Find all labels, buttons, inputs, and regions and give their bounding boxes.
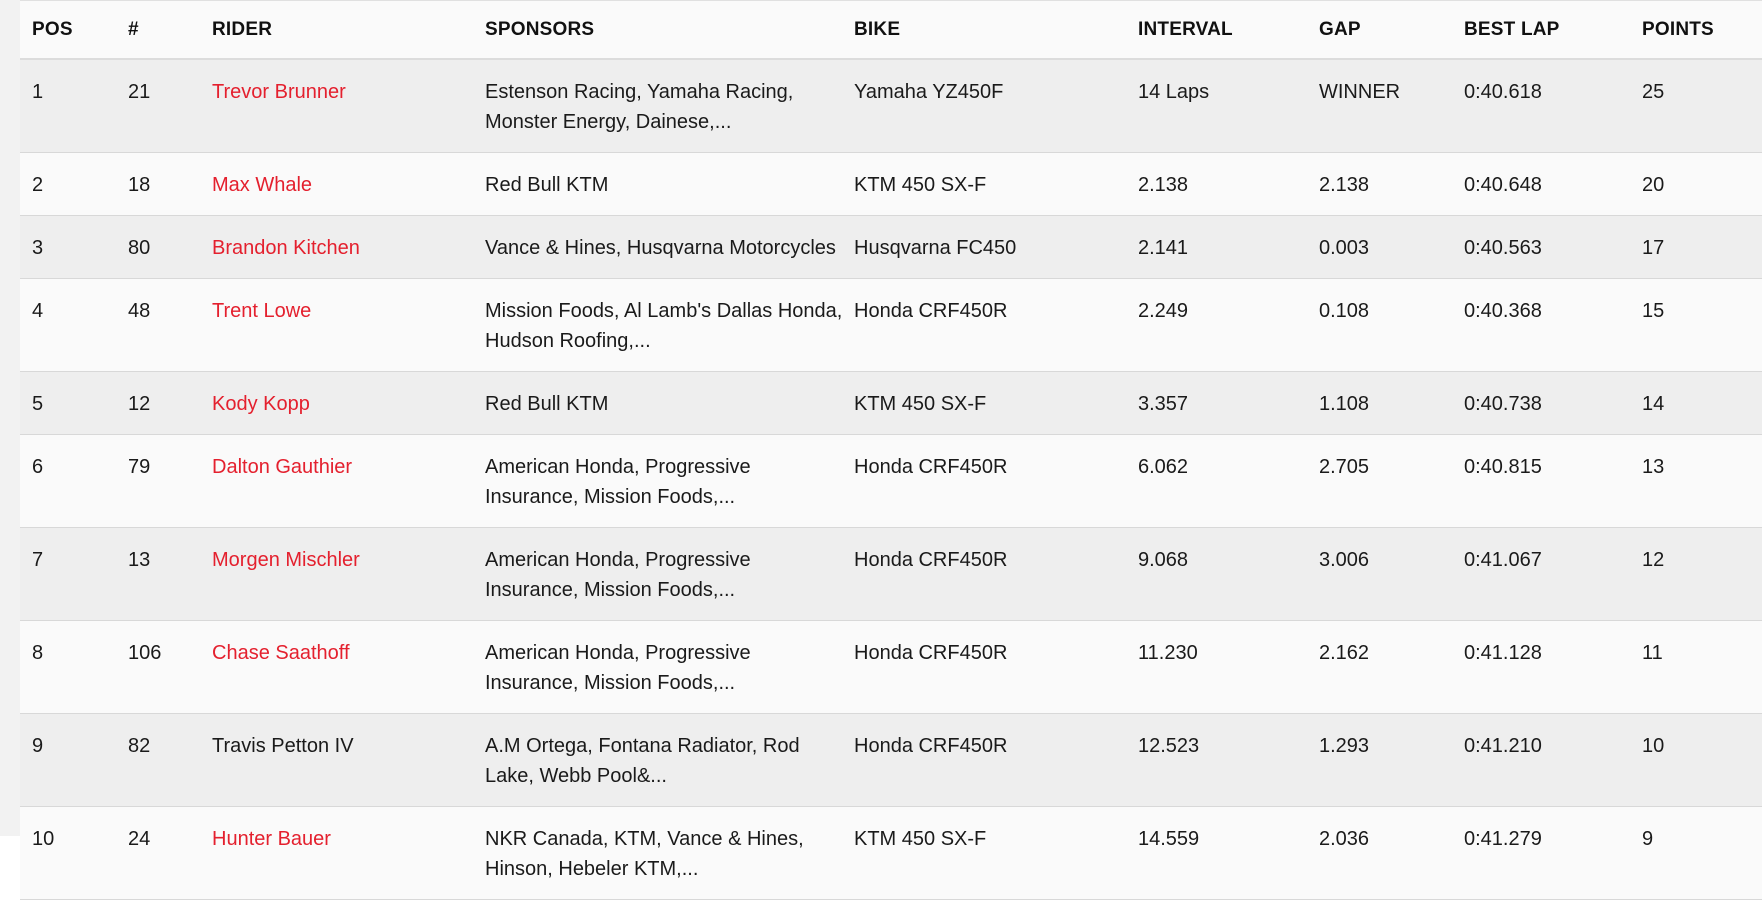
- cell-points: 17: [1630, 216, 1762, 279]
- rider-link[interactable]: Trevor Brunner: [212, 81, 346, 103]
- table-row: [20, 435, 1762, 528]
- cell-points: 15: [1630, 279, 1762, 372]
- rider-name: Travis Petton IV: [212, 735, 354, 757]
- cell-bike: Yamaha YZ450F: [842, 59, 1126, 153]
- cell-points: 25: [1630, 59, 1762, 153]
- cell-interval: 12.523: [1126, 714, 1307, 807]
- cell-sponsors: [473, 153, 842, 216]
- cell-number: 13: [116, 528, 200, 621]
- cell-sponsors: [473, 528, 842, 621]
- cell-best-lap: 0:41.210: [1452, 714, 1630, 807]
- header-rider[interactable]: RIDER: [200, 1, 473, 60]
- cell-pos: 7: [20, 528, 116, 621]
- table-row: [20, 59, 1762, 153]
- cell-pos: 9: [20, 714, 116, 807]
- table-row: [20, 153, 1762, 216]
- cell-bike: Honda CRF450R: [842, 435, 1126, 528]
- table-row: [20, 279, 1762, 372]
- cell-pos: 8: [20, 621, 116, 714]
- header-interval[interactable]: INTERVAL: [1126, 1, 1307, 60]
- cell-rider: [200, 807, 473, 900]
- cell-gap: 2.138: [1307, 153, 1452, 216]
- cell-number: 24: [116, 807, 200, 900]
- cell-bike: KTM 450 SX-F: [842, 807, 1126, 900]
- cell-sponsors: [473, 372, 842, 435]
- cell-best-lap: 0:40.815: [1452, 435, 1630, 528]
- cell-gap: 3.006: [1307, 528, 1452, 621]
- header-gap[interactable]: GAP: [1307, 1, 1452, 60]
- cell-points: 10: [1630, 714, 1762, 807]
- rider-link[interactable]: Max Whale: [212, 174, 313, 196]
- cell-sponsors: [473, 807, 842, 900]
- cell-number: 82: [116, 714, 200, 807]
- table-row: [20, 216, 1762, 279]
- cell-bike: KTM 450 SX-F: [842, 153, 1126, 216]
- cell-sponsors: [473, 435, 842, 528]
- table-row: [20, 807, 1762, 900]
- cell-gap: 0.003: [1307, 216, 1452, 279]
- cell-rider: [200, 714, 473, 807]
- sponsors-text: Red Bull KTM: [485, 174, 609, 196]
- cell-pos: 1: [20, 59, 116, 153]
- cell-rider: [200, 372, 473, 435]
- cell-rider: [200, 59, 473, 153]
- cell-interval: 2.249: [1126, 279, 1307, 372]
- header-sponsors[interactable]: SPONSORS: [473, 1, 842, 60]
- cell-pos: 6: [20, 435, 116, 528]
- cell-sponsors: [473, 279, 842, 372]
- cell-best-lap: 0:40.618: [1452, 59, 1630, 153]
- cell-rider: [200, 279, 473, 372]
- cell-number: 21: [116, 59, 200, 153]
- cell-rider: [200, 216, 473, 279]
- table-row: [20, 528, 1762, 621]
- cell-rider: [200, 528, 473, 621]
- cell-bike: Honda CRF450R: [842, 714, 1126, 807]
- cell-bike: Honda CRF450R: [842, 621, 1126, 714]
- cell-best-lap: 0:41.279: [1452, 807, 1630, 900]
- sponsors-text: Vance & Hines, Husqvarna Motorcycles: [485, 237, 836, 259]
- cell-pos: 10: [20, 807, 116, 900]
- cell-best-lap: 0:41.128: [1452, 621, 1630, 714]
- cell-interval: 9.068: [1126, 528, 1307, 621]
- cell-points: 13: [1630, 435, 1762, 528]
- cell-interval: 14 Laps: [1126, 59, 1307, 153]
- cell-points: 14: [1630, 372, 1762, 435]
- cell-points: 9: [1630, 807, 1762, 900]
- sponsors-text: American Honda, Progressive Insurance, Mission Foods,...: [485, 642, 751, 694]
- sponsors-text: American Honda, Progressive Insurance, Mission Foods,...: [485, 549, 751, 601]
- cell-interval: 11.230: [1126, 621, 1307, 714]
- cell-best-lap: 0:40.648: [1452, 153, 1630, 216]
- header-row: [20, 1, 1762, 60]
- cell-pos: 2: [20, 153, 116, 216]
- cell-points: 12: [1630, 528, 1762, 621]
- cell-pos: 4: [20, 279, 116, 372]
- cell-best-lap: 0:41.067: [1452, 528, 1630, 621]
- cell-points: 11: [1630, 621, 1762, 714]
- header-pos[interactable]: POS: [20, 1, 116, 60]
- cell-number: 12: [116, 372, 200, 435]
- rider-link[interactable]: Hunter Bauer: [212, 828, 331, 850]
- cell-sponsors: [473, 714, 842, 807]
- cell-gap: 2.036: [1307, 807, 1452, 900]
- header-number[interactable]: #: [116, 1, 200, 60]
- sponsors-text: American Honda, Progressive Insurance, Mission Foods,...: [485, 456, 751, 508]
- table-header: [20, 1, 1762, 60]
- header-best-lap[interactable]: BEST LAP: [1452, 1, 1630, 60]
- cell-interval: 3.357: [1126, 372, 1307, 435]
- cell-number: 106: [116, 621, 200, 714]
- cell-sponsors: [473, 621, 842, 714]
- sponsors-text: Red Bull KTM: [485, 393, 609, 415]
- rider-link[interactable]: Trent Lowe: [212, 300, 312, 322]
- cell-number: 18: [116, 153, 200, 216]
- cell-interval: 6.062: [1126, 435, 1307, 528]
- cell-sponsors: [473, 216, 842, 279]
- cell-sponsors: [473, 59, 842, 153]
- cell-bike: Honda CRF450R: [842, 279, 1126, 372]
- sponsors-text: Estenson Racing, Yamaha Racing, Monster Energy, Dainese,...: [485, 81, 794, 133]
- table-row: [20, 714, 1762, 807]
- sponsors-text: NKR Canada, KTM, Vance & Hines, Hinson, Hebeler KTM,...: [485, 828, 804, 880]
- sponsors-text: Mission Foods, Al Lamb's Dallas Honda, Hudson Roofing,...: [485, 300, 842, 352]
- cell-interval: 2.138: [1126, 153, 1307, 216]
- cell-best-lap: 0:40.738: [1452, 372, 1630, 435]
- cell-gap: 0.108: [1307, 279, 1452, 372]
- cell-rider: [200, 153, 473, 216]
- rider-link[interactable]: Morgen Mischler: [212, 549, 360, 571]
- header-points[interactable]: POINTS: [1630, 1, 1762, 60]
- cell-number: 80: [116, 216, 200, 279]
- results-table: [20, 0, 1762, 900]
- cell-points: 20: [1630, 153, 1762, 216]
- sponsors-text: A.M Ortega, Fontana Radiator, Rod Lake, Webb Pool&...: [485, 735, 800, 787]
- table-row: [20, 372, 1762, 435]
- cell-gap: WINNER: [1307, 59, 1452, 153]
- cell-best-lap: 0:40.368: [1452, 279, 1630, 372]
- rider-link[interactable]: Kody Kopp: [212, 393, 310, 415]
- cell-interval: 14.559: [1126, 807, 1307, 900]
- cell-gap: 1.108: [1307, 372, 1452, 435]
- cell-number: 79: [116, 435, 200, 528]
- rider-link[interactable]: Dalton Gauthier: [212, 456, 353, 478]
- header-bike[interactable]: BIKE: [842, 1, 1126, 60]
- cell-gap: 2.162: [1307, 621, 1452, 714]
- cell-gap: 2.705: [1307, 435, 1452, 528]
- rider-link[interactable]: Brandon Kitchen: [212, 237, 360, 259]
- cell-pos: 5: [20, 372, 116, 435]
- cell-bike: Husqvarna FC450: [842, 216, 1126, 279]
- table-body: [20, 59, 1762, 900]
- cell-pos: 3: [20, 216, 116, 279]
- cell-best-lap: 0:40.563: [1452, 216, 1630, 279]
- left-margin: [0, 0, 20, 836]
- cell-number: 48: [116, 279, 200, 372]
- cell-rider: [200, 435, 473, 528]
- rider-link[interactable]: Chase Saathoff: [212, 642, 350, 664]
- cell-gap: 1.293: [1307, 714, 1452, 807]
- cell-bike: Honda CRF450R: [842, 528, 1126, 621]
- cell-interval: 2.141: [1126, 216, 1307, 279]
- table-row: [20, 621, 1762, 714]
- cell-rider: [200, 621, 473, 714]
- cell-bike: KTM 450 SX-F: [842, 372, 1126, 435]
